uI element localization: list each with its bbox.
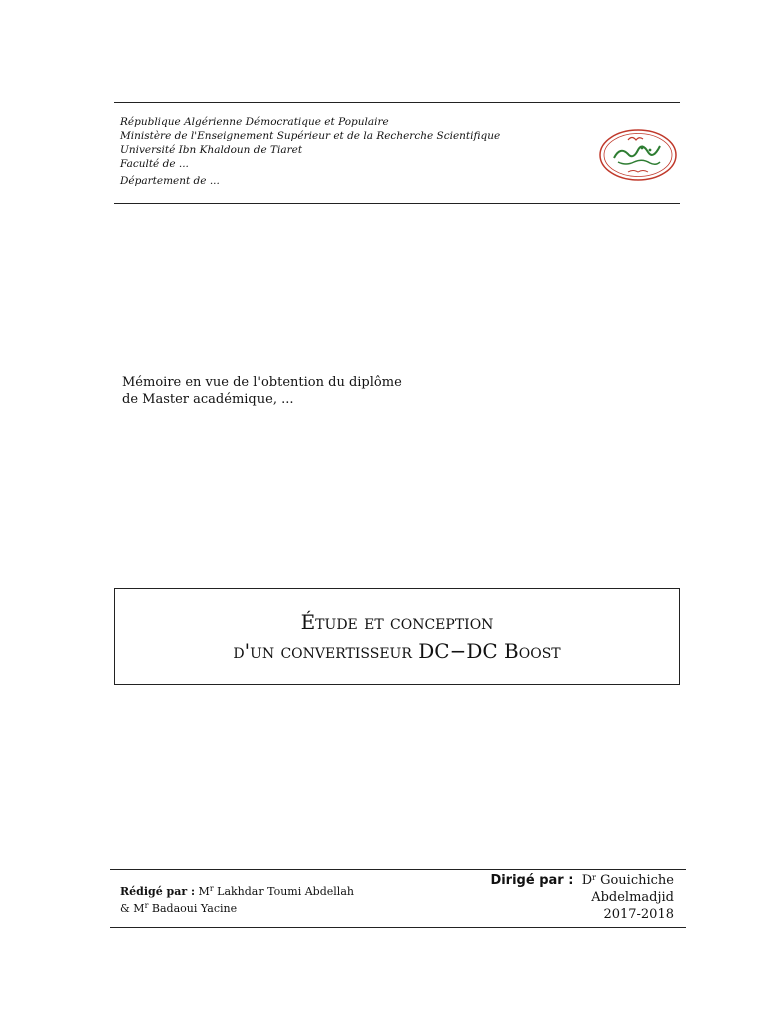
ministry-line: Ministère de l'Enseignement Supérieur et de la Recherche Scientifique	[120, 130, 501, 142]
footer-bottom-rule	[110, 927, 686, 928]
thesis-title-line-2: d'un convertisseur DC−DC Boost	[233, 638, 561, 663]
department-line: Département de ...	[120, 175, 220, 187]
author-1-name: Lakhdar Toumi Abdellah	[213, 885, 354, 898]
supervisor-label: Dirigé par :	[490, 873, 574, 888]
header-bottom-rule	[114, 203, 680, 204]
institution-header	[120, 115, 500, 188]
author-title-sup: r	[209, 884, 214, 893]
author-line-1	[120, 883, 354, 900]
author-2-name: Badaoui Yacine	[148, 902, 238, 915]
academic-year: 2017-2018	[603, 907, 674, 922]
author-2-title-sup: r	[144, 901, 149, 910]
supervisor-name-1: Gouichiche	[595, 873, 674, 888]
thesis-title-line-1: Étude et conception	[300, 609, 494, 634]
degree-statement	[122, 374, 402, 408]
thesis-title-box	[114, 588, 680, 685]
republic-line: République Algérienne Démocratique et Populaire	[120, 116, 389, 128]
degree-line-1: Mémoire en vue de l'obtention du diplôme	[122, 375, 402, 390]
faculty-line: Faculté de ...	[120, 158, 189, 170]
authors-block	[120, 883, 354, 917]
author-2-prefix: & M	[120, 902, 145, 915]
supervisor-block	[420, 872, 674, 923]
degree-line-2: de Master académique, ...	[122, 392, 294, 407]
authors-label: Rédigé par :	[120, 885, 196, 898]
supervisor-title-sup: r	[592, 873, 596, 882]
author-title: M	[198, 885, 210, 898]
supervisor-name-2: Abdelmadjid	[591, 890, 674, 905]
supervisor-title: D	[581, 873, 593, 888]
header-top-rule	[114, 102, 680, 103]
author-line-2	[120, 900, 354, 917]
university-line: Université Ibn Khaldoun de Tiaret	[120, 144, 303, 156]
university-seal-logo	[598, 128, 678, 182]
footer-top-rule	[110, 869, 686, 870]
supervisor-line-1	[420, 872, 674, 889]
